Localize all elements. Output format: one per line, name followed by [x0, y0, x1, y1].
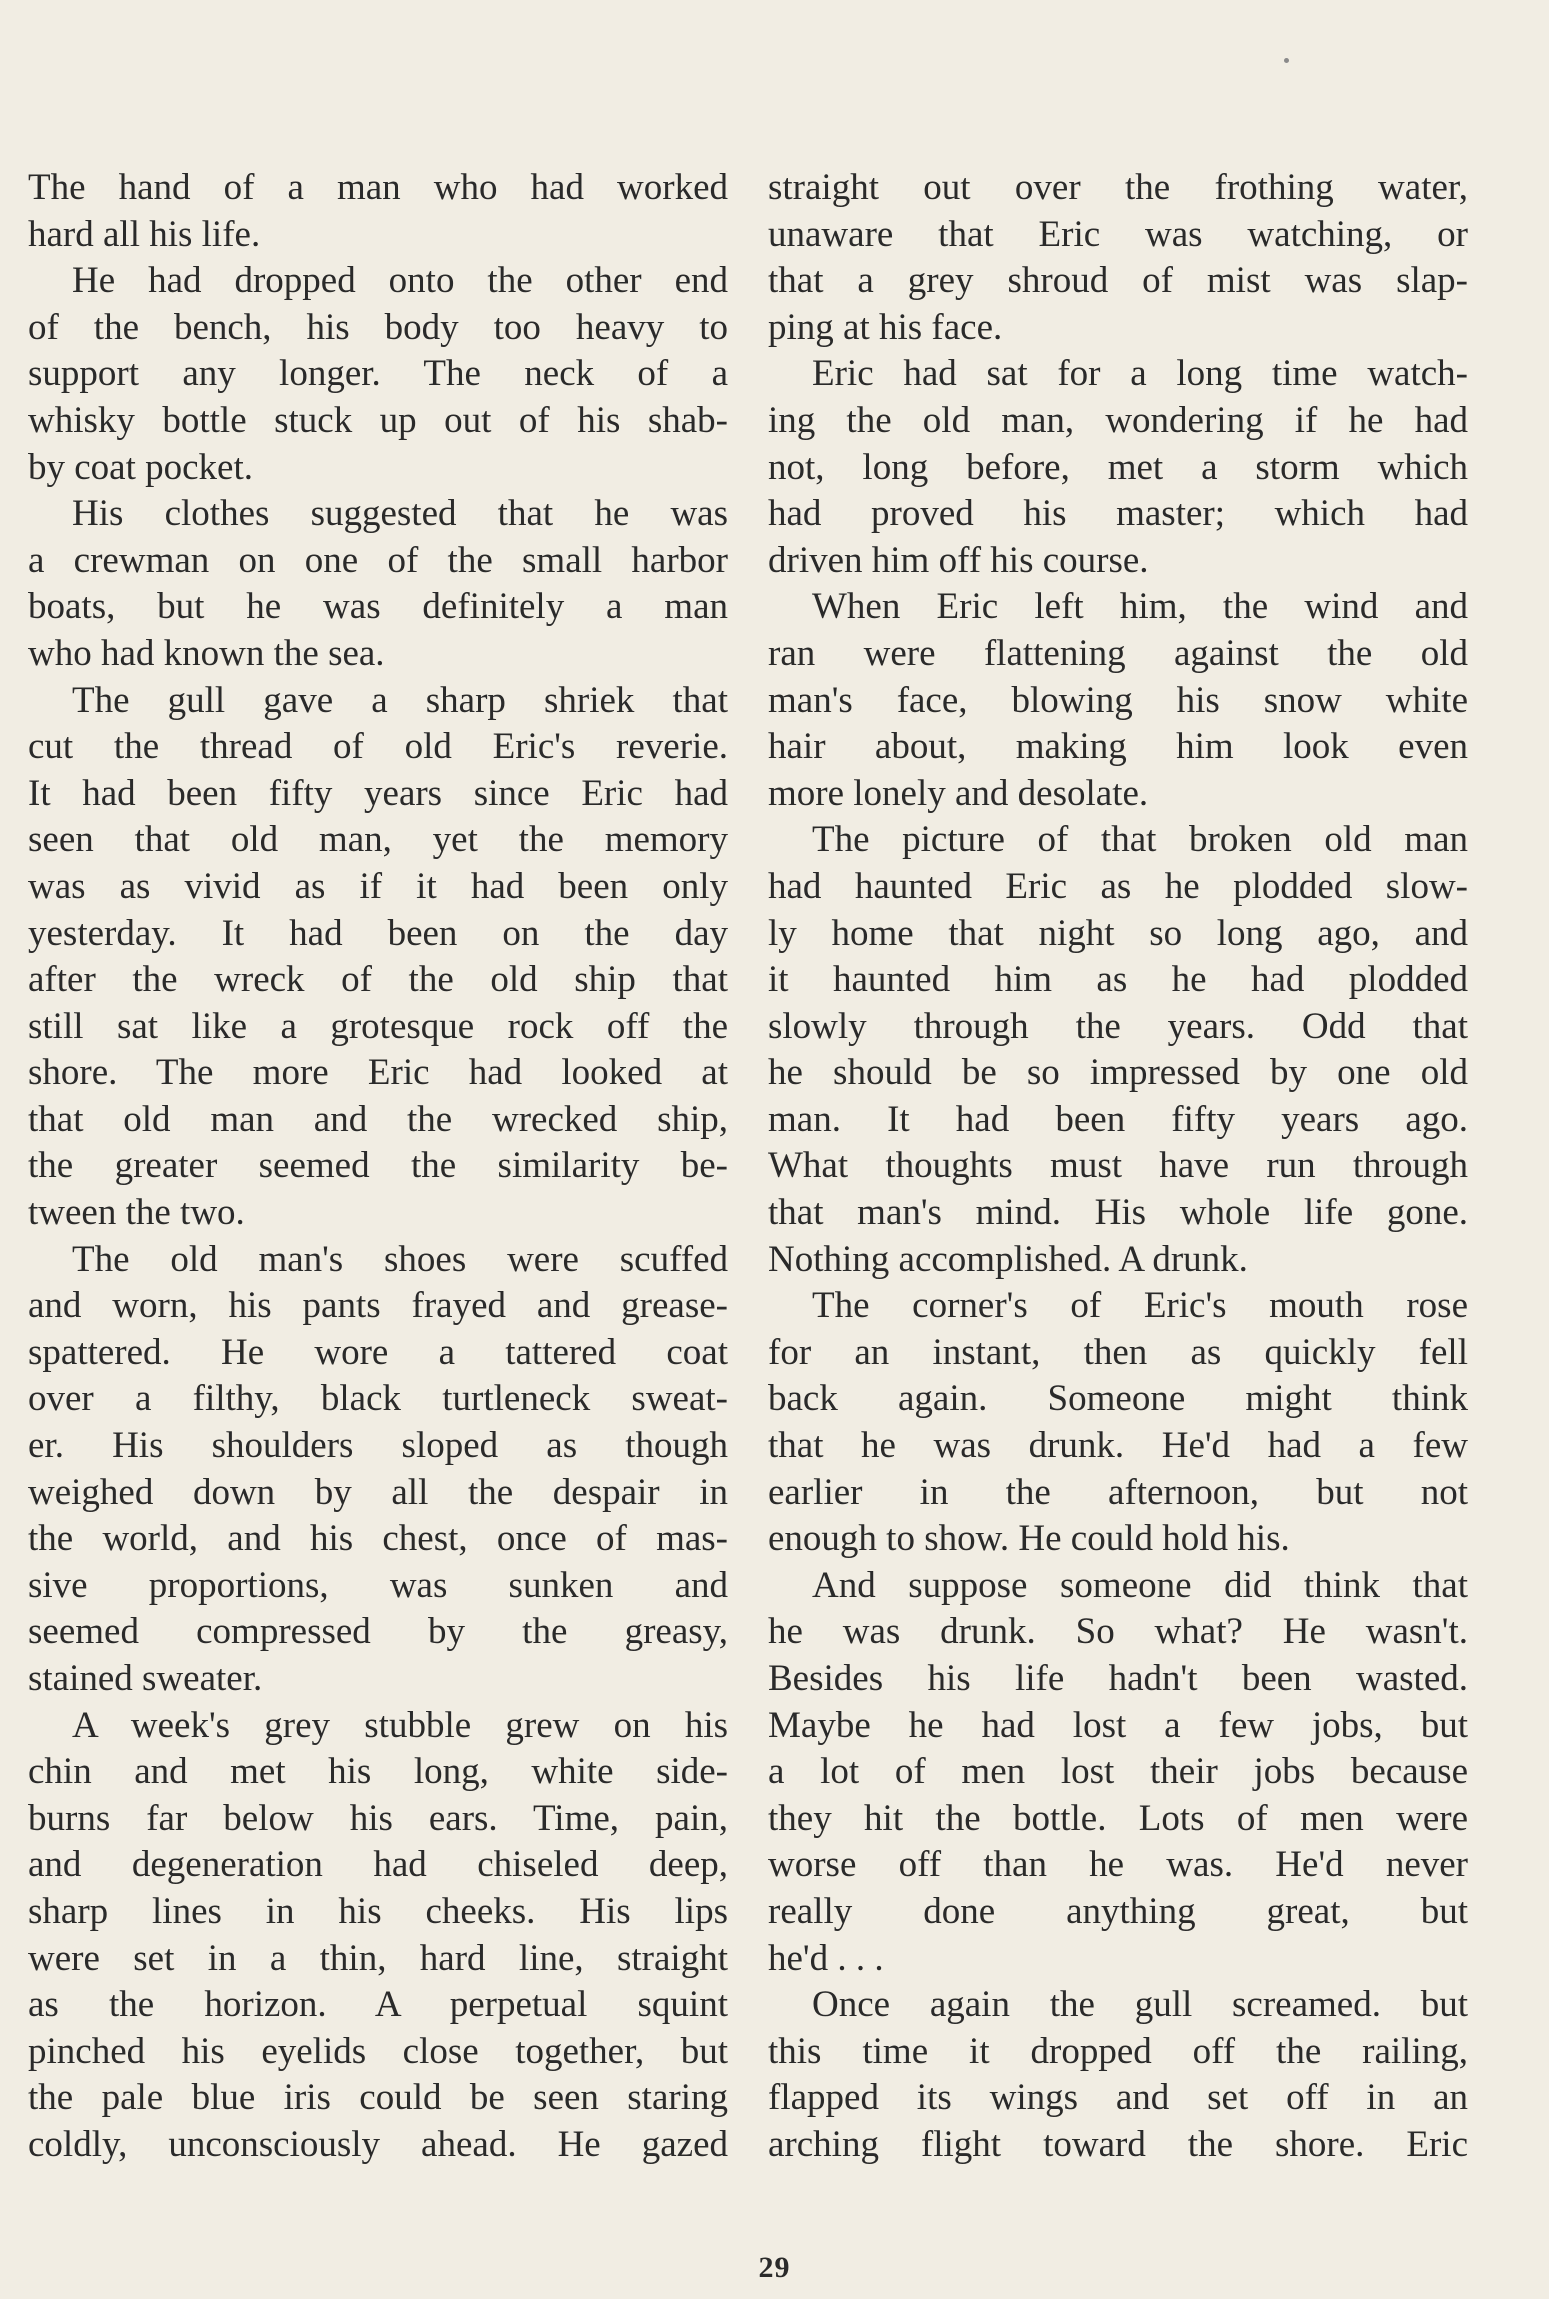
text-line: The corner's of Eric's mouth rose — [812, 1285, 1468, 1327]
text-line: ly home that night so long ago, and — [768, 912, 1468, 954]
text-line: ing the old man, wondering if he had — [768, 399, 1468, 441]
ink-speck — [1284, 58, 1289, 63]
text-line: enough to show. He could hold his. — [768, 1518, 1290, 1560]
text-line: coldly, unconsciously ahead. He gazed — [28, 2123, 728, 2165]
text-line: And suppose someone did think that — [812, 1564, 1468, 1606]
text-line: The picture of that broken old man — [812, 819, 1468, 861]
text-line: seen that old man, yet the memory — [28, 819, 728, 861]
text-line: His clothes suggested that he was — [72, 493, 728, 535]
text-line: still sat like a grotesque rock off the — [28, 1005, 728, 1047]
text-line: not, long before, met a storm which — [768, 446, 1468, 488]
text-line: pinched his eyelids close together, but — [28, 2030, 728, 2072]
text-line: spattered. He wore a tattered coat — [28, 1331, 728, 1373]
text-line: seemed compressed by the greasy, — [28, 1611, 728, 1653]
text-line: really done anything great, but — [768, 1890, 1468, 1932]
text-line: hair about, making him look even — [768, 726, 1468, 768]
text-line: for an instant, then as quickly fell — [768, 1331, 1468, 1373]
text-line: that a grey shroud of mist was slap- — [768, 260, 1468, 302]
text-line: The gull gave a sharp shriek that — [72, 679, 728, 721]
text-line: slowly through the years. Odd that — [768, 1005, 1468, 1047]
left-text-column — [28, 165, 728, 2169]
text-line: as the horizon. A perpetual squint — [28, 1984, 728, 2026]
text-line: man's face, blowing his snow white — [768, 679, 1468, 721]
text-line: straight out over the frothing water, — [768, 167, 1468, 208]
text-line: er. His shoulders sloped as though — [28, 1425, 728, 1467]
text-line: earlier in the afternoon, but not — [768, 1471, 1468, 1513]
text-line: they hit the bottle. Lots of men were — [768, 1797, 1468, 1839]
text-line: He had dropped onto the other end — [72, 260, 728, 302]
text-line: yesterday. It had been on the day — [28, 912, 728, 954]
text-line: man. It had been fifty years ago. — [768, 1098, 1468, 1140]
text-line: after the wreck of the old ship that — [28, 959, 728, 1001]
text-line: back again. Someone might think — [768, 1378, 1468, 1420]
text-line: burns far below his ears. Time, pain, — [28, 1797, 728, 1839]
text-line: arching flight toward the shore. Eric — [768, 2123, 1468, 2165]
text-line: chin and met his long, white side- — [28, 1751, 728, 1793]
text-line: more lonely and desolate. — [768, 772, 1149, 814]
text-line: that old man and the wrecked ship, — [28, 1098, 728, 1140]
text-line: driven him off his course. — [768, 539, 1149, 581]
text-line: he'd . . . — [768, 1937, 884, 1979]
text-line: unaware that Eric was watching, or — [768, 213, 1468, 255]
text-line: cut the thread of old Eric's reverie. — [28, 726, 728, 768]
text-line: hard all his life. — [28, 213, 261, 255]
text-line: the pale blue iris could be seen staring — [28, 2077, 728, 2119]
text-line: sharp lines in his cheeks. His lips — [28, 1890, 728, 1932]
text-line: of the bench, his body too heavy to — [28, 306, 728, 348]
text-line: were set in a thin, hard line, straight — [28, 1937, 728, 1979]
text-line: it haunted him as he had plodded — [768, 959, 1468, 1001]
text-line: support any longer. The neck of a — [28, 353, 728, 395]
text-line: he should be so impressed by one old — [768, 1052, 1468, 1094]
text-line: When Eric left him, the wind and — [812, 586, 1468, 628]
text-line: weighed down by all the despair in — [28, 1471, 728, 1513]
text-line: by coat pocket. — [28, 446, 253, 488]
text-line: Maybe he had lost a few jobs, but — [768, 1704, 1468, 1746]
text-line: What thoughts must have run through — [768, 1145, 1468, 1187]
text-line: It had been fifty years since Eric had — [28, 772, 728, 814]
text-line: Eric had sat for a long time watch- — [812, 353, 1468, 395]
text-line: a crewman on one of the small harbor — [28, 539, 728, 581]
text-line: flapped its wings and set off in an — [768, 2077, 1468, 2119]
text-line: ping at his face. — [768, 306, 1003, 348]
text-line: The hand of a man who had worked — [28, 167, 728, 208]
text-line: A week's grey stubble grew on his — [72, 1704, 728, 1746]
text-line: tween the two. — [28, 1192, 245, 1234]
text-line: boats, but he was definitely a man — [28, 586, 728, 628]
text-line: the world, and his chest, once of mas- — [28, 1518, 728, 1560]
text-line: that man's mind. His whole life gone. — [768, 1192, 1468, 1234]
text-line: a lot of men lost their jobs because — [768, 1751, 1468, 1793]
text-line: had proved his master; which had — [768, 493, 1468, 535]
text-line: and degeneration had chiseled deep, — [28, 1844, 728, 1886]
page-number: 29 — [758, 2251, 791, 2284]
text-line: sive proportions, was sunken and — [28, 1564, 728, 1606]
text-line: ran were flattening against the old — [768, 632, 1468, 674]
right-text-column — [768, 165, 1468, 2169]
text-line: Besides his life hadn't been wasted. — [768, 1658, 1468, 1699]
text-line: shore. The more Eric had looked at — [28, 1052, 728, 1094]
text-line: the greater seemed the similarity be- — [28, 1145, 728, 1187]
text-line: that he was drunk. He'd had a few — [768, 1425, 1468, 1467]
text-line: this time it dropped off the railing, — [768, 2030, 1468, 2072]
text-line: and worn, his pants frayed and grease- — [28, 1285, 728, 1327]
text-line: The old man's shoes were scuffed — [72, 1238, 728, 1280]
text-line: Nothing accomplished. A drunk. — [768, 1238, 1248, 1280]
text-line: Once again the gull screamed. but — [812, 1984, 1468, 2026]
text-line: worse off than he was. He'd never — [768, 1844, 1468, 1886]
text-line: whisky bottle stuck up out of his shab- — [28, 399, 728, 441]
text-line: he was drunk. So what? He wasn't. — [768, 1611, 1468, 1653]
text-line: over a filthy, black turtleneck sweat- — [28, 1378, 728, 1420]
text-line: who had known the sea. — [28, 632, 385, 674]
text-line: had haunted Eric as he plodded slow- — [768, 865, 1468, 907]
text-line: was as vivid as if it had been only — [28, 865, 728, 907]
text-line: stained sweater. — [28, 1658, 263, 1699]
